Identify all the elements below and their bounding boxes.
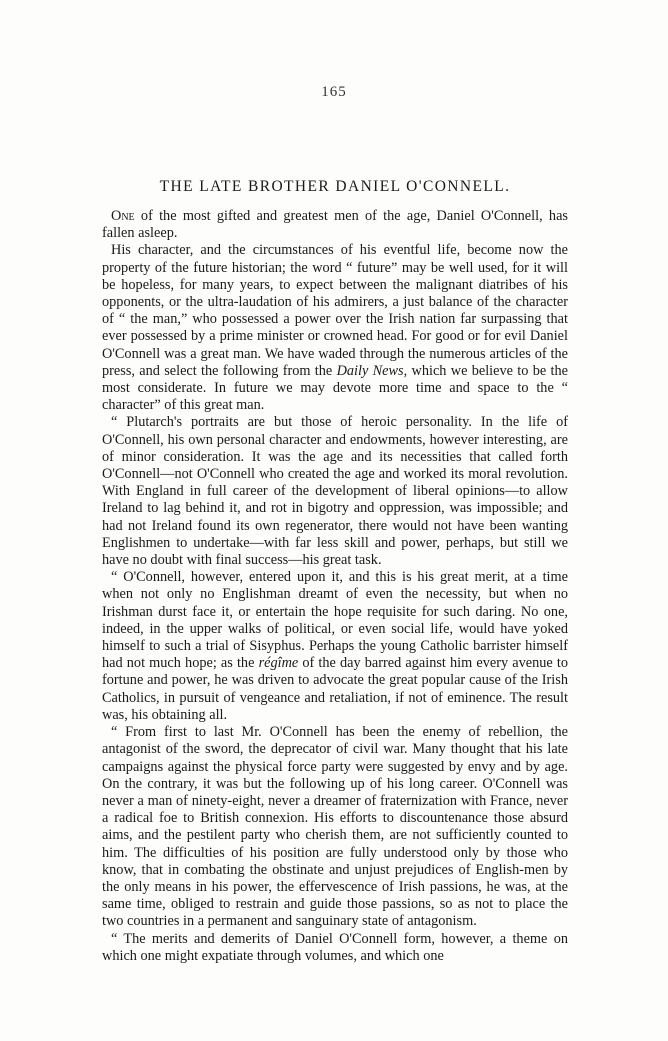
paragraph-4-text-b: of the day barred against him every avenue to fortune and power, he was driven to advocate the great popular cause of the Irish Catholics, in pursuit of vengeance and retaliation, if not of eminence. The result was, his obtaining all. (102, 655, 568, 723)
paragraph-4 (102, 569, 568, 724)
paragraph-2-text-b: , which we believe to be the most considerate. In future we may devote more time and space to the “ character” of this great man. (102, 362, 568, 414)
paragraph-5: “ From first to last Mr. O'Connell has been the enemy of rebellion, the antagonist of the sword, the deprecator of civil war. Many thought that his late campaigns against the physical force party were suggested by envy and by age. On the contrary, it was but the following up of his long career. O'Connell was never a man of ninety-eight, never a dreamer of fraternization with France, never a radical foe to British connexion. His efforts to discountenance those absurd aims, and the pestilent party who cherish them, are not sufficiently counted to him. The difficulties of his position are fully understood only by those who know, that in combating the obstinate and unjust prejudices of English-men by the only means in his power, the effervescence of Irish passions, he was, at the same time, obliged to restrain and guide those passions, so as not to place the two countries in a permanent and sanguinary state of antagonism. (102, 724, 568, 930)
paragraph-4-text-a: “ O'Connell, however, entered upon it, and this is his great merit, at a time when not only no Englishman dreamt of even the necessity, but when no Irishman durst face it, or entertain the hope requisite for such daring. No one, indeed, in the upper walks of political, or even social life, would have yoked himself to such a trial of Sisyphus. Perhaps the young Catholic barrister himself had not much hope; as the (102, 569, 568, 672)
paragraph-2 (102, 242, 568, 414)
drop-lead-word: One (111, 208, 135, 224)
article-body (102, 208, 568, 965)
page-number: 165 (321, 84, 347, 100)
newspaper-title: Daily News (336, 362, 404, 379)
paragraph-6: “ The merits and demerits of Daniel O'Connell form, however, a theme on which one might expatiate through volumes, and which one (102, 930, 568, 964)
paragraph-1 (102, 208, 568, 242)
regime-word: régîme (258, 655, 299, 672)
article-title: THE LATE BROTHER DANIEL O'CONNELL. (159, 178, 511, 195)
paragraph-1-text: of the most gifted and greatest men of the age, Daniel O'Connell, has fallen asleep. (102, 208, 568, 242)
paragraph-3: “ Plutarch's portraits are but those of heroic personality. In the life of O'Connell, his own personal character and endowments, however interesting, are of minor consideration. It was the age and its necessities that called forth O'Connell—not O'Connell who created the age and worked its moral revolution. With England in full career of the development of liberal opinions—to allow Ireland to lag behind it, and rot in bigotry and oppression, was impossible; and had not Ireland found its own regenerator, there would not have been wanting Englishmen to undertake—with far less skill and power, perhaps, but still we have no doubt with final success—his great task. (102, 414, 568, 569)
paragraph-2-text-a: His character, and the circumstances of his eventful life, become now the property of the future historian; the word “ future” may be well used, for it will be hopeless, for many years, to expect between the malignant diatribes of his opponents, or the ultra-laudation of his admirers, a just balance of the character of “ the man,” who possessed a power over the Irish nation far surpassing that ever possessed by a prime minister or crowned head. For good or for evil Daniel O'Connell was a great man. We have waded through the numerous articles of the press, and select the following from the (102, 242, 568, 379)
